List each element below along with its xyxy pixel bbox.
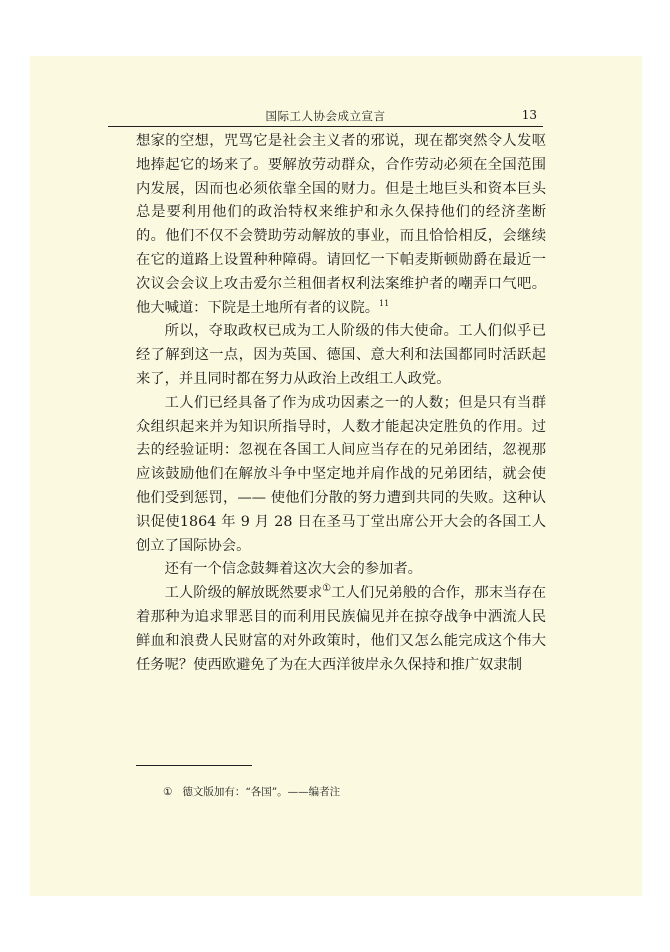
page-number: 13 [521,108,537,122]
paragraph-3: 工人们已经具备了作为成功因素之一的人数；但是只有当群众组织起来并为知识所指导时，人数才能起决定胜负的作用。过去的经验证明：忽视在各国工人间应当存在的兄弟团结，忽视那应该鼓励他们在解放斗争中坚定地并肩作战的兄弟团结，就会使他们受到惩罚，—— 使他们分散的努力遭到共同的失败。这种认识促使1864 年 9 月 28 日在圣马丁堂出席公开大会的各国工人创立了国际协会。 [136,394,546,554]
paragraph-5 [136,582,546,677]
footnote-rule [136,765,252,766]
paragraph-5-text-a: 工人阶级的解放既然要求 [164,585,323,602]
paragraph-2: 所以，夺取政权已成为工人阶级的伟大使命。工人们似乎已经了解到这一点，因为英国、德国、意大利和法国都同时活跃起来了，并且同时都在努力从政治上改组工人政党。 [136,323,546,387]
running-title: 国际工人协会成立宣言 [265,109,386,123]
footnote-number: ① [163,786,173,798]
page-header [108,106,543,127]
paragraph-1 [136,130,546,320]
endnote-reference: 11 [379,298,390,308]
paragraph-4: 还有一个信念鼓舞着这次大会的参加者。 [164,561,422,578]
paragraph-5-text-b: 工人们兄弟般的合作，那末当存在着那种为追求罪恶目的而利用民族偏见并在掠夺战争中洒流人民鲜血和浪费人民财富的对外政策时，他们又怎么能完成这个伟大任务呢？使西欧避免了为在大西洋彼岸永久保持和推广奴隶制 [136,585,547,673]
footnote [163,784,340,799]
body-text [136,130,546,677]
footnote-text: 德文版加有：“各国”。——编者注 [182,786,341,798]
footnote-reference: ① [322,583,332,595]
paragraph-1-text: 想家的空想，咒骂它是社会主义者的邪说，现在都突然令人发呕地捧起它的场来了。要解放劳动群众，合作劳动必须在全国范围内发展，因而也必须依靠全国的财力。但是土地巨头和资本巨头总是要利用他们的政治特权来维护和永久保持他们的经济垄断的。他们不仅不会赞助劳动解放的事业，而且恰恰相反，会继续在它的道路上设置种种障碍。请回忆一下帕麦斯顿勋爵在最近一次议会会议上攻击爱尔兰租佃者权利法案维护者的嘲弄口气吧。他大喊道：下院是土地所有者的议院。 [136,133,546,316]
